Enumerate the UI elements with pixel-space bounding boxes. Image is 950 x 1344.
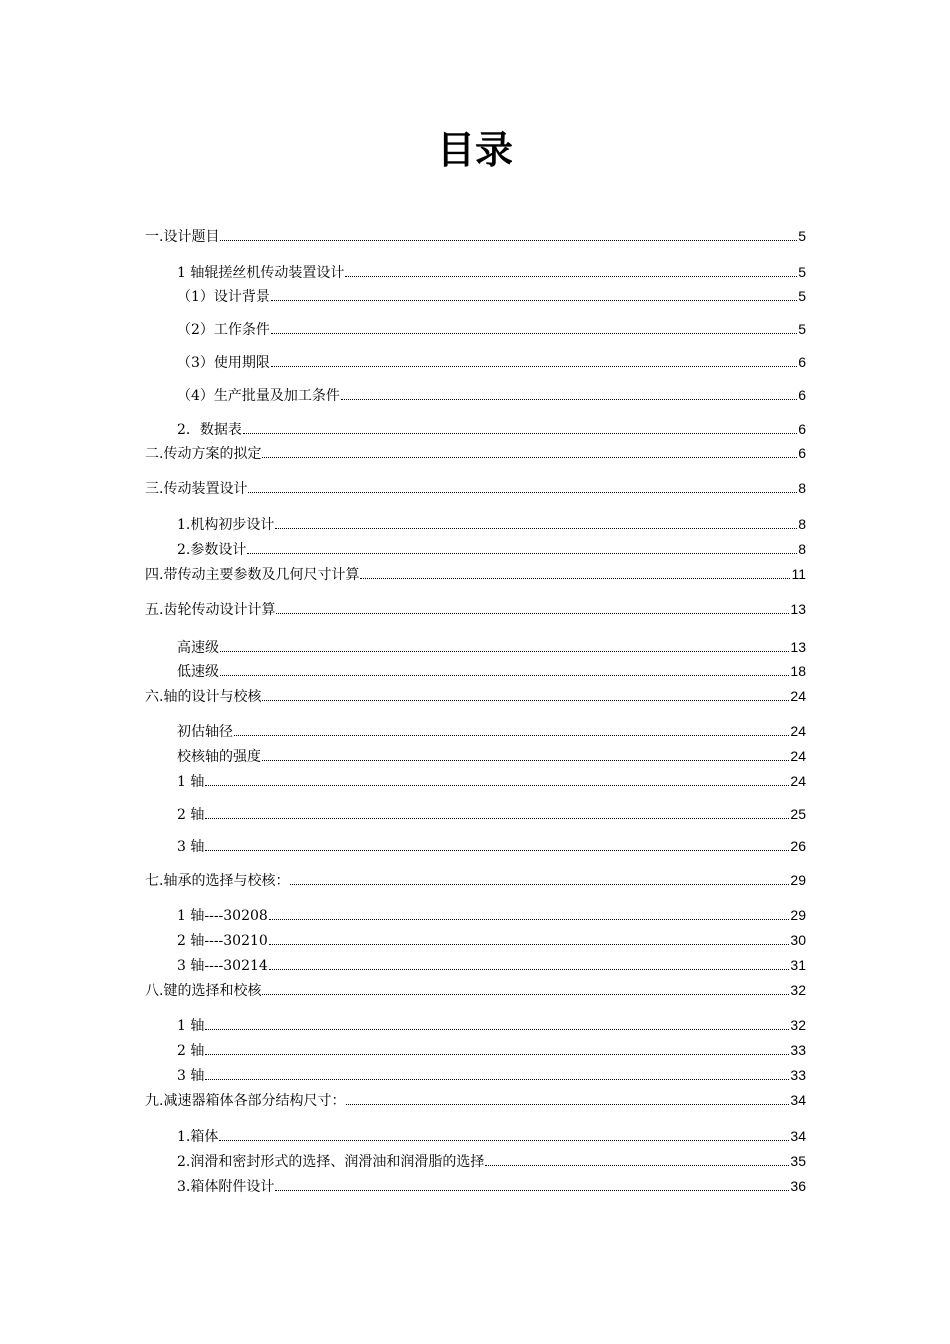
toc-entry[interactable]	[145, 563, 806, 585]
toc-leader-dots	[341, 399, 797, 400]
toc-leader-dots	[205, 1054, 789, 1055]
toc-entry[interactable]	[145, 225, 806, 247]
toc-leader-dots	[262, 760, 789, 761]
toc-leader-dots	[276, 613, 789, 614]
toc-leader-dots	[205, 850, 789, 851]
toc-entry[interactable]	[177, 803, 806, 825]
toc-leader-dots	[271, 333, 797, 334]
toc-leader-dots	[220, 240, 797, 241]
toc-entry[interactable]	[177, 720, 806, 742]
toc-entry[interactable]	[177, 1039, 806, 1061]
toc-leader-dots	[243, 433, 797, 434]
toc-page-number: 35	[790, 1153, 806, 1169]
toc-entry-label: （2）工作条件	[177, 322, 270, 338]
toc-entry[interactable]	[177, 835, 806, 857]
toc-leader-dots	[275, 528, 797, 529]
toc-entry[interactable]	[177, 318, 806, 340]
toc-page-number: 24	[790, 748, 806, 764]
toc-page-number: 24	[790, 773, 806, 789]
toc-leader-dots	[290, 884, 789, 885]
toc-page-number: 34	[790, 1092, 806, 1108]
toc-entry[interactable]	[177, 745, 806, 767]
toc-entry-label: 六.轴的设计与校核	[145, 689, 262, 705]
toc-entry-label: 3 轴	[177, 839, 205, 855]
toc-entry-label: 二.传动方案的拟定	[145, 446, 262, 462]
toc-entry[interactable]	[177, 660, 806, 682]
toc-entry-label: 3.箱体附件设计	[177, 1179, 275, 1195]
toc-entry-label: 2.参数设计	[177, 542, 247, 558]
toc-page-number: 6	[798, 387, 806, 403]
toc-entry[interactable]	[177, 1064, 806, 1086]
toc-page-number: 8	[798, 516, 806, 532]
toc-leader-dots	[275, 1190, 789, 1191]
toc-leader-dots	[205, 1029, 789, 1030]
toc-page-number: 8	[798, 480, 806, 496]
toc-leader-dots	[269, 919, 790, 920]
toc-page-number: 11	[791, 566, 806, 582]
toc-leader-dots	[248, 492, 797, 493]
toc-leader-dots	[262, 700, 789, 701]
toc-entry[interactable]	[145, 685, 806, 707]
toc-leader-dots	[346, 1104, 789, 1105]
toc-entry-label: 2 轴	[177, 807, 205, 823]
toc-entry-label: 初估轴径	[177, 724, 233, 740]
toc-entry-label: 低速级	[177, 664, 219, 680]
toc-entry[interactable]	[145, 1089, 806, 1111]
toc-entry-label: （1）设计背景	[177, 289, 270, 305]
toc-entry-label: 四.带传动主要参数及几何尺寸计算	[145, 567, 360, 583]
toc-entry-label: 八.键的选择和校核	[145, 983, 262, 999]
toc-entry[interactable]	[177, 384, 806, 406]
toc-leader-dots	[485, 1165, 789, 1166]
toc-entry[interactable]	[145, 477, 806, 499]
toc-entry-label: 一.设计题目	[145, 229, 220, 245]
toc-entry[interactable]	[145, 869, 806, 891]
toc-entry[interactable]	[177, 904, 806, 926]
toc-page-number: 24	[790, 688, 806, 704]
toc-page-number: 36	[790, 1178, 806, 1194]
toc-entry-label: 1 轴	[177, 774, 205, 790]
toc-leader-dots	[220, 651, 789, 652]
toc-entry[interactable]	[177, 351, 806, 373]
toc-page-number: 24	[790, 723, 806, 739]
toc-leader-dots	[262, 994, 789, 995]
toc-leader-dots	[234, 735, 789, 736]
toc-page-number: 5	[798, 228, 806, 244]
toc-entry-label: 2．数据表	[177, 422, 242, 438]
toc-leader-dots	[269, 944, 790, 945]
toc-entry-label: （4）生产批量及加工条件	[177, 388, 340, 404]
toc-entry[interactable]	[177, 954, 806, 976]
toc-leader-dots	[247, 553, 797, 554]
toc-entry[interactable]	[177, 1150, 806, 1172]
toc-entry-label: 1 轴----30208	[177, 908, 268, 924]
toc-entry[interactable]	[145, 598, 806, 620]
toc-entry-label: 三.传动装置设计	[145, 481, 248, 497]
toc-entry-label: 1.机构初步设计	[177, 517, 275, 533]
toc-entry-label: 2 轴	[177, 1043, 205, 1059]
toc-page-number: 5	[798, 264, 806, 280]
toc-entry-label: 2 轴----30210	[177, 933, 268, 949]
toc-entry[interactable]	[145, 442, 806, 464]
toc-entry-label: 3 轴	[177, 1068, 205, 1084]
toc-leader-dots	[271, 300, 797, 301]
toc-entry[interactable]	[177, 261, 806, 283]
toc-entry-label: 1.箱体	[177, 1129, 219, 1145]
toc-entry-label: 七.轴承的选择与校核：	[145, 873, 290, 889]
toc-page-number: 8	[798, 541, 806, 557]
toc-page-number: 5	[798, 288, 806, 304]
toc-page-number: 6	[798, 445, 806, 461]
toc-leader-dots	[205, 818, 789, 819]
toc-entry-label: 1 轴	[177, 1018, 205, 1034]
toc-page-number: 25	[790, 806, 806, 822]
toc-entry-label: （3）使用期限	[177, 355, 270, 371]
toc-page-number: 5	[798, 321, 806, 337]
toc-entry[interactable]	[177, 418, 806, 440]
toc-entry[interactable]	[177, 1175, 806, 1197]
toc-leader-dots	[262, 457, 797, 458]
toc-entry[interactable]	[177, 513, 806, 535]
toc-leader-dots	[219, 1140, 789, 1141]
toc-entry[interactable]	[145, 979, 806, 1001]
toc-entry[interactable]	[177, 1014, 806, 1036]
toc-leader-dots	[205, 785, 789, 786]
toc-entry-label: 校核轴的强度	[177, 749, 261, 765]
toc-leader-dots	[269, 969, 790, 970]
toc-leader-dots	[345, 276, 797, 277]
toc-entry-label: 2.润滑和密封形式的选择、润滑油和润滑脂的选择	[177, 1154, 485, 1170]
toc-entry[interactable]	[177, 285, 806, 307]
toc-entry[interactable]	[177, 1125, 806, 1147]
toc-page-number: 32	[790, 982, 806, 998]
toc-leader-dots	[205, 1079, 789, 1080]
toc-page-number: 6	[798, 421, 806, 437]
toc-page-number: 26	[790, 838, 806, 854]
toc-entry-label: 1 轴辊搓丝机传动装置设计	[177, 265, 345, 281]
toc-leader-dots	[271, 366, 797, 367]
toc-entry-label: 3 轴----30214	[177, 958, 268, 974]
toc-page-number: 30	[790, 932, 806, 948]
toc-entry-label: 高速级	[177, 640, 219, 656]
toc-leader-dots	[360, 578, 790, 579]
page-title: 目录	[436, 128, 513, 172]
toc-page-number: 34	[790, 1128, 806, 1144]
toc-page-number: 18	[790, 663, 806, 679]
toc-page-number: 31	[790, 957, 806, 973]
toc-entry[interactable]	[177, 538, 806, 560]
toc-page-number: 13	[790, 639, 806, 655]
toc-page-number: 33	[790, 1067, 806, 1083]
toc-leader-dots	[220, 675, 789, 676]
toc-page-number: 29	[790, 872, 806, 888]
toc-entry[interactable]	[177, 929, 806, 951]
toc-page-number: 13	[790, 601, 806, 617]
toc-page-number: 6	[798, 354, 806, 370]
toc-entry-label: 五.齿轮传动设计计算	[145, 602, 276, 618]
toc-entry-label: 九.减速器箱体各部分结构尺寸：	[145, 1093, 346, 1109]
toc-entry[interactable]	[177, 636, 806, 658]
toc-page-number: 29	[790, 907, 806, 923]
toc-page-number: 33	[790, 1042, 806, 1058]
toc-entry[interactable]	[177, 770, 806, 792]
toc-page-number: 32	[790, 1017, 806, 1033]
